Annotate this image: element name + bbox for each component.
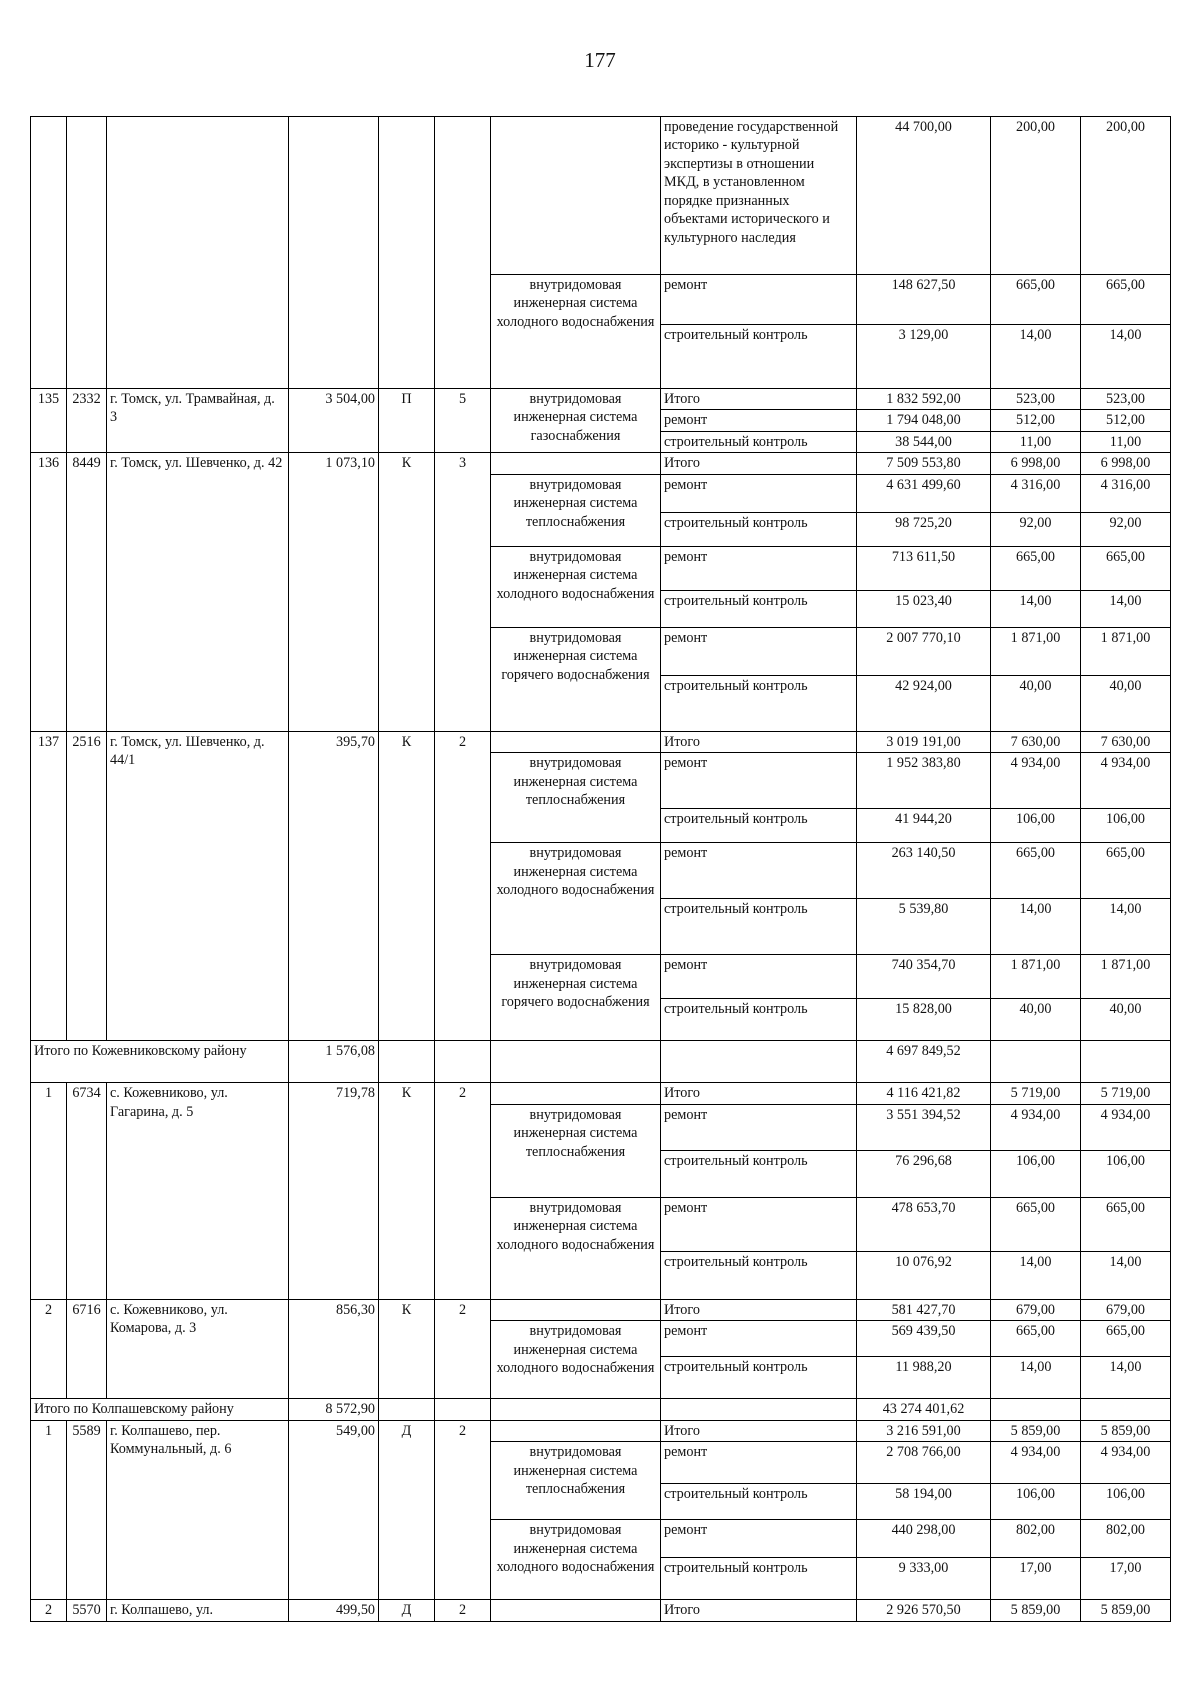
cost-cell: 43 274 401,62 (857, 1399, 991, 1420)
specific-cost-cell: 106,00 (991, 809, 1081, 843)
cost-cell: 44 700,00 (857, 117, 991, 275)
specific-cost-cell: 5 859,00 (991, 1600, 1081, 1621)
limit-cost-cell: 665,00 (1081, 546, 1171, 590)
cost-cell: 7 509 553,80 (857, 453, 991, 474)
limit-cost-cell: 11,00 (1081, 431, 1171, 452)
cost-cell: 58 194,00 (857, 1484, 991, 1520)
wall-type: Д (379, 1420, 435, 1599)
work-type: строительный контроль (661, 899, 857, 955)
cost-cell: 740 354,70 (857, 955, 991, 999)
specific-cost-cell: 7 630,00 (991, 731, 1081, 752)
row-number: 1 (31, 1420, 67, 1599)
cost-cell: 3 019 191,00 (857, 731, 991, 752)
address: г. Колпашево, ул. (107, 1600, 289, 1621)
cost-cell: 5 539,80 (857, 899, 991, 955)
cost-cell: 3 216 591,00 (857, 1420, 991, 1441)
work-type: строительный контроль (661, 675, 857, 731)
work-type: строительный контроль (661, 1150, 857, 1197)
specific-cost-cell: 14,00 (991, 590, 1081, 627)
cost-cell: 15 828,00 (857, 999, 991, 1041)
limit-cost-cell: 6 998,00 (1081, 453, 1171, 474)
address: г. Томск, ул. Шевченко, д. 42 (107, 453, 289, 731)
cost-cell: 4 697 849,52 (857, 1041, 991, 1083)
limit-cost-cell: 5 859,00 (1081, 1600, 1171, 1621)
cost-cell: 11 988,20 (857, 1357, 991, 1399)
limit-cost-cell: 14,00 (1081, 325, 1171, 389)
cost-cell: 41 944,20 (857, 809, 991, 843)
address: г. Томск, ул. Шевченко, д. 44/1 (107, 731, 289, 1040)
specific-cost-cell: 1 871,00 (991, 627, 1081, 675)
engineering-system: внутридомовая инженерная система холодного водоснабжения (491, 546, 661, 627)
limit-cost-cell: 1 871,00 (1081, 955, 1171, 999)
limit-cost-cell: 4 934,00 (1081, 1104, 1171, 1150)
building-code: 6734 (67, 1083, 107, 1299)
work-type: ремонт (661, 843, 857, 899)
work-type: строительный контроль (661, 1558, 857, 1600)
table-row (31, 117, 1171, 275)
wall-type: К (379, 1083, 435, 1299)
specific-cost-cell: 523,00 (991, 389, 1081, 410)
work-type: ремонт (661, 474, 857, 512)
wall-type: П (379, 389, 435, 453)
table-row (31, 1600, 1171, 1621)
limit-cost-cell: 523,00 (1081, 389, 1171, 410)
work-type: Итого (661, 731, 857, 752)
floors: 2 (435, 1299, 491, 1398)
row-number: 2 (31, 1600, 67, 1621)
floors: 3 (435, 453, 491, 731)
building-code: 8449 (67, 453, 107, 731)
engineering-system: внутридомовая инженерная система холодного водоснабжения (491, 275, 661, 389)
table-row (31, 453, 1171, 474)
area: 1 576,08 (289, 1041, 379, 1083)
engineering-system: внутридомовая инженерная система холодного водоснабжения (491, 843, 661, 955)
limit-cost-cell: 106,00 (1081, 1484, 1171, 1520)
work-type: Итого (661, 1083, 857, 1104)
area: 549,00 (289, 1420, 379, 1599)
cost-cell: 1 794 048,00 (857, 410, 991, 431)
wall-type: К (379, 453, 435, 731)
area: 856,30 (289, 1299, 379, 1398)
specific-cost-cell: 679,00 (991, 1299, 1081, 1320)
cost-cell: 440 298,00 (857, 1520, 991, 1558)
limit-cost-cell: 665,00 (1081, 1197, 1171, 1251)
specific-cost-cell: 512,00 (991, 410, 1081, 431)
engineering-system: внутридомовая инженерная система теплоснабжения (491, 474, 661, 546)
work-type: ремонт (661, 1197, 857, 1251)
engineering-system: внутридомовая инженерная система холодного водоснабжения (491, 1197, 661, 1299)
specific-cost-cell: 92,00 (991, 512, 1081, 546)
specific-cost-cell: 4 934,00 (991, 1442, 1081, 1484)
limit-cost-cell: 14,00 (1081, 1251, 1171, 1299)
floors: 2 (435, 1083, 491, 1299)
work-type: строительный контроль (661, 999, 857, 1041)
specific-cost-cell: 14,00 (991, 325, 1081, 389)
work-type: ремонт (661, 627, 857, 675)
district-total-row (31, 1399, 1171, 1420)
limit-cost-cell: 92,00 (1081, 512, 1171, 546)
cost-cell: 10 076,92 (857, 1251, 991, 1299)
limit-cost-cell: 5 719,00 (1081, 1083, 1171, 1104)
limit-cost-cell: 14,00 (1081, 899, 1171, 955)
specific-cost-cell: 665,00 (991, 546, 1081, 590)
cost-cell: 713 611,50 (857, 546, 991, 590)
work-type: строительный контроль (661, 1357, 857, 1399)
specific-cost-cell: 4 934,00 (991, 753, 1081, 809)
specific-cost-cell: 40,00 (991, 999, 1081, 1041)
row-number: 137 (31, 731, 67, 1040)
address: с. Кожевниково, ул. Гагарина, д. 5 (107, 1083, 289, 1299)
area: 8 572,90 (289, 1399, 379, 1420)
specific-cost-cell: 14,00 (991, 899, 1081, 955)
cost-cell: 1 832 592,00 (857, 389, 991, 410)
cost-cell: 569 439,50 (857, 1321, 991, 1357)
specific-cost-cell: 40,00 (991, 675, 1081, 731)
work-type: строительный контроль (661, 431, 857, 452)
area: 719,78 (289, 1083, 379, 1299)
work-type: Итого (661, 1299, 857, 1320)
engineering-system: внутридомовая инженерная система горячего водоснабжения (491, 627, 661, 731)
work-type: строительный контроль (661, 809, 857, 843)
engineering-system: внутридомовая инженерная система теплоснабжения (491, 753, 661, 843)
limit-cost-cell: 7 630,00 (1081, 731, 1171, 752)
limit-cost-cell: 17,00 (1081, 1558, 1171, 1600)
cost-cell: 3 551 394,52 (857, 1104, 991, 1150)
cost-cell: 2 926 570,50 (857, 1600, 991, 1621)
address: с. Кожевниково, ул. Комарова, д. 3 (107, 1299, 289, 1398)
floors: 2 (435, 731, 491, 1040)
row-number: 135 (31, 389, 67, 453)
work-type: строительный контроль (661, 325, 857, 389)
work-type: ремонт (661, 1442, 857, 1484)
cost-cell: 76 296,68 (857, 1150, 991, 1197)
work-type: Итого (661, 389, 857, 410)
limit-cost-cell: 665,00 (1081, 1321, 1171, 1357)
specific-cost-cell: 5 719,00 (991, 1083, 1081, 1104)
cost-cell: 9 333,00 (857, 1558, 991, 1600)
row-number: 2 (31, 1299, 67, 1398)
specific-cost-cell: 5 859,00 (991, 1420, 1081, 1441)
specific-cost-cell: 665,00 (991, 843, 1081, 899)
work-type: строительный контроль (661, 590, 857, 627)
specific-cost-cell: 11,00 (991, 431, 1081, 452)
limit-cost-cell: 106,00 (1081, 809, 1171, 843)
work-type: строительный контроль (661, 1251, 857, 1299)
limit-cost-cell: 5 859,00 (1081, 1420, 1171, 1441)
table-row (31, 1420, 1171, 1441)
repair-program-table (30, 116, 1171, 1622)
table-row (31, 731, 1171, 752)
specific-cost-cell: 17,00 (991, 1558, 1081, 1600)
specific-cost-cell: 14,00 (991, 1251, 1081, 1299)
work-type: ремонт (661, 1104, 857, 1150)
limit-cost-cell: 106,00 (1081, 1150, 1171, 1197)
work-type: Итого (661, 1420, 857, 1441)
table-row (31, 1083, 1171, 1104)
specific-cost-cell: 4 316,00 (991, 474, 1081, 512)
engineering-system: внутридомовая инженерная система теплоснабжения (491, 1104, 661, 1197)
limit-cost-cell: 679,00 (1081, 1299, 1171, 1320)
address: г. Колпашево, пер. Коммунальный, д. 6 (107, 1420, 289, 1599)
specific-cost-cell: 4 934,00 (991, 1104, 1081, 1150)
work-type: строительный контроль (661, 1484, 857, 1520)
row-number: 1 (31, 1083, 67, 1299)
work-type: ремонт (661, 1321, 857, 1357)
floors: 2 (435, 1420, 491, 1599)
wall-type: К (379, 1299, 435, 1398)
cost-cell: 1 952 383,80 (857, 753, 991, 809)
cost-cell: 3 129,00 (857, 325, 991, 389)
limit-cost-cell: 4 316,00 (1081, 474, 1171, 512)
table-row (31, 389, 1171, 410)
floors: 2 (435, 1600, 491, 1621)
area: 3 504,00 (289, 389, 379, 453)
specific-cost-cell: 14,00 (991, 1357, 1081, 1399)
cost-cell: 98 725,20 (857, 512, 991, 546)
work-type: ремонт (661, 410, 857, 431)
specific-cost-cell: 6 998,00 (991, 453, 1081, 474)
work-type: ремонт (661, 955, 857, 999)
cost-cell: 581 427,70 (857, 1299, 991, 1320)
building-code: 6716 (67, 1299, 107, 1398)
specific-cost-cell: 802,00 (991, 1520, 1081, 1558)
cost-cell: 263 140,50 (857, 843, 991, 899)
area: 395,70 (289, 731, 379, 1040)
work-type: проведение государственной историко - культурной экспертизы в отношении МКД, в установленном порядке признанных объектами исторического и культурного наследия (661, 117, 857, 275)
cost-cell: 42 924,00 (857, 675, 991, 731)
specific-cost-cell: 665,00 (991, 1197, 1081, 1251)
cost-cell: 4 116 421,82 (857, 1083, 991, 1104)
district-total-label: Итого по Кожевниковскому району (31, 1041, 289, 1083)
limit-cost-cell: 665,00 (1081, 843, 1171, 899)
row-number: 136 (31, 453, 67, 731)
work-type: ремонт (661, 1520, 857, 1558)
district-total-row (31, 1041, 1171, 1083)
engineering-system: внутридомовая инженерная система газоснабжения (491, 389, 661, 453)
limit-cost-cell: 40,00 (1081, 999, 1171, 1041)
specific-cost-cell: 106,00 (991, 1150, 1081, 1197)
work-type: Итого (661, 1600, 857, 1621)
work-type: ремонт (661, 753, 857, 809)
building-code: 2516 (67, 731, 107, 1040)
specific-cost-cell: 665,00 (991, 1321, 1081, 1357)
limit-cost-cell: 14,00 (1081, 590, 1171, 627)
building-code: 5570 (67, 1600, 107, 1621)
limit-cost-cell: 665,00 (1081, 275, 1171, 325)
engineering-system: внутридомовая инженерная система холодного водоснабжения (491, 1321, 661, 1399)
limit-cost-cell: 512,00 (1081, 410, 1171, 431)
specific-cost-cell: 200,00 (991, 117, 1081, 275)
cost-cell: 2 007 770,10 (857, 627, 991, 675)
limit-cost-cell: 802,00 (1081, 1520, 1171, 1558)
district-total-label: Итого по Колпашевскому району (31, 1399, 289, 1420)
page-number: 177 (584, 48, 616, 72)
floors: 5 (435, 389, 491, 453)
wall-type: К (379, 731, 435, 1040)
work-type: ремонт (661, 275, 857, 325)
area: 1 073,10 (289, 453, 379, 731)
cost-cell: 15 023,40 (857, 590, 991, 627)
work-type: Итого (661, 453, 857, 474)
work-type: ремонт (661, 546, 857, 590)
building-code: 5589 (67, 1420, 107, 1599)
area: 499,50 (289, 1600, 379, 1621)
engineering-system: внутридомовая инженерная система холодного водоснабжения (491, 1520, 661, 1600)
specific-cost-cell: 106,00 (991, 1484, 1081, 1520)
limit-cost-cell: 1 871,00 (1081, 627, 1171, 675)
building-code: 2332 (67, 389, 107, 453)
engineering-system: внутридомовая инженерная система горячего водоснабжения (491, 955, 661, 1041)
limit-cost-cell: 200,00 (1081, 117, 1171, 275)
table-row (31, 1299, 1171, 1320)
cost-cell: 2 708 766,00 (857, 1442, 991, 1484)
specific-cost-cell: 665,00 (991, 275, 1081, 325)
cost-cell: 148 627,50 (857, 275, 991, 325)
cost-cell: 4 631 499,60 (857, 474, 991, 512)
cost-cell: 478 653,70 (857, 1197, 991, 1251)
limit-cost-cell: 4 934,00 (1081, 753, 1171, 809)
address: г. Томск, ул. Трамвайная, д. 3 (107, 389, 289, 453)
limit-cost-cell: 40,00 (1081, 675, 1171, 731)
specific-cost-cell: 1 871,00 (991, 955, 1081, 999)
limit-cost-cell: 4 934,00 (1081, 1442, 1171, 1484)
wall-type: Д (379, 1600, 435, 1621)
limit-cost-cell: 14,00 (1081, 1357, 1171, 1399)
cost-cell: 38 544,00 (857, 431, 991, 452)
engineering-system: внутридомовая инженерная система теплоснабжения (491, 1442, 661, 1520)
work-type: строительный контроль (661, 512, 857, 546)
